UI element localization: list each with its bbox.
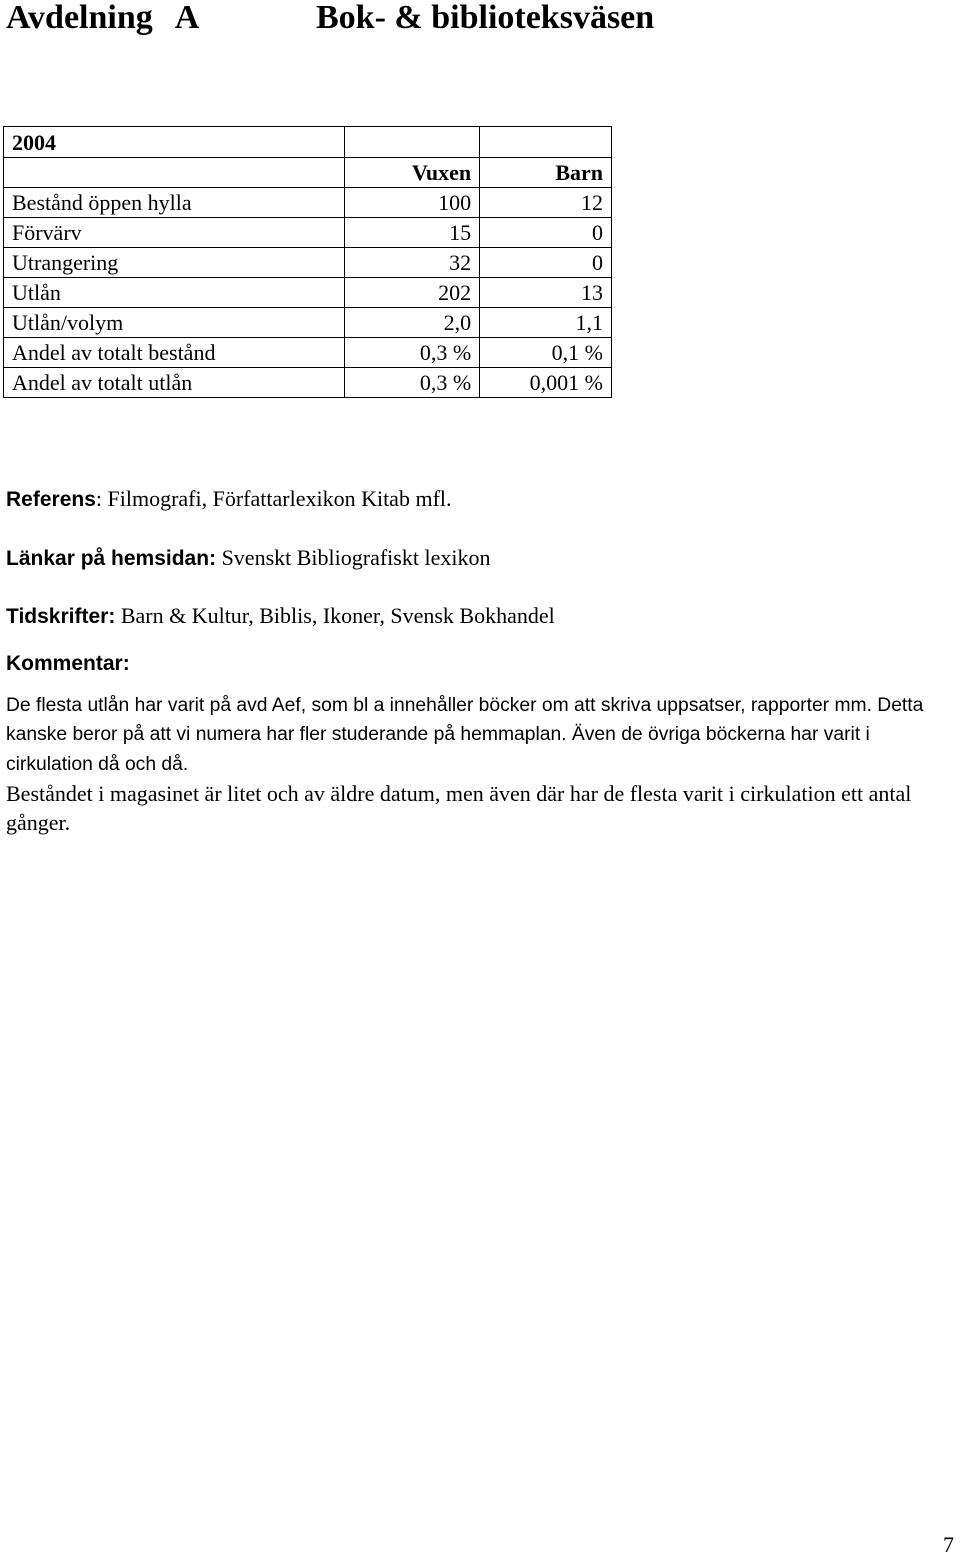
empty-cell bbox=[4, 158, 345, 188]
row-label: Utlån/volym bbox=[4, 308, 345, 338]
column-header-vuxen: Vuxen bbox=[345, 158, 480, 188]
row-label: Andel av totalt bestånd bbox=[4, 338, 345, 368]
row-vuxen-value: 0,3 % bbox=[345, 338, 480, 368]
row-barn-value: 12 bbox=[480, 188, 612, 218]
links-label: Länkar på hemsidan: bbox=[6, 547, 217, 570]
journals-label: Tidskrifter: bbox=[6, 605, 116, 628]
table-row bbox=[4, 218, 612, 248]
row-vuxen-value: 15 bbox=[345, 218, 480, 248]
table-header-row bbox=[4, 158, 612, 188]
empty-cell bbox=[345, 127, 480, 158]
row-vuxen-value: 202 bbox=[345, 278, 480, 308]
table-row bbox=[4, 338, 612, 368]
row-vuxen-value: 2,0 bbox=[345, 308, 480, 338]
row-label: Bestånd öppen hylla bbox=[4, 188, 345, 218]
row-label: Utlån bbox=[4, 278, 345, 308]
empty-cell bbox=[480, 127, 612, 158]
journals-value: Barn & Kultur, Biblis, Ikoner, Svensk Bokhandel bbox=[115, 603, 555, 628]
table-row bbox=[4, 308, 612, 338]
section-title: Bok- & biblioteksväsen bbox=[316, 0, 655, 36]
comment-paragraph-1: De flesta utlån har varit på avd Aef, som bl a innehåller böcker om att skriva uppsatser, rapporter mm. Detta kanske beror på att vi numera har fler studerande på hemmaplan. Även de övriga böckerna har varit i cirkulation då och då. bbox=[6, 695, 924, 775]
references-value: Filmografi, Författarlexikon Kitab mfl. bbox=[102, 486, 452, 511]
table-row bbox=[4, 278, 612, 308]
statistics-table bbox=[3, 126, 612, 398]
row-barn-value: 1,1 bbox=[480, 308, 612, 338]
comment-heading: Kommentar: bbox=[6, 652, 130, 675]
references-line bbox=[6, 486, 452, 513]
references-label: Referens bbox=[6, 488, 96, 511]
row-label: Andel av totalt utlån bbox=[4, 368, 345, 398]
references-separator: : bbox=[95, 486, 103, 511]
row-vuxen-value: 0,3 % bbox=[345, 368, 480, 398]
row-label: Utrangering bbox=[4, 248, 345, 278]
row-barn-value: 0 bbox=[480, 248, 612, 278]
department-label: Avdelning bbox=[6, 0, 153, 36]
row-barn-value: 13 bbox=[480, 278, 612, 308]
row-vuxen-value: 32 bbox=[345, 248, 480, 278]
department-letter: A bbox=[174, 0, 200, 36]
row-label: Förvärv bbox=[4, 218, 345, 248]
page-title bbox=[6, 0, 655, 38]
journals-line bbox=[6, 603, 555, 630]
row-barn-value: 0 bbox=[480, 218, 612, 248]
comment-paragraph-2: Beståndet i magasinet är litet och av äldre datum, men även där har de flesta varit i cirkulation ett antal gånger. bbox=[6, 780, 912, 836]
page-number: 7 bbox=[943, 1532, 954, 1557]
links-value: Svenskt Bibliografiskt lexikon bbox=[216, 545, 491, 570]
row-barn-value: 0,1 % bbox=[480, 338, 612, 368]
table-row bbox=[4, 188, 612, 218]
links-line bbox=[6, 545, 490, 572]
table-row bbox=[4, 368, 612, 398]
table-row bbox=[4, 248, 612, 278]
year-cell: 2004 bbox=[4, 127, 345, 158]
comment-body bbox=[6, 691, 960, 837]
column-header-barn: Barn bbox=[480, 158, 612, 188]
table-year-row bbox=[4, 127, 612, 158]
row-vuxen-value: 100 bbox=[345, 188, 480, 218]
row-barn-value: 0,001 % bbox=[480, 368, 612, 398]
